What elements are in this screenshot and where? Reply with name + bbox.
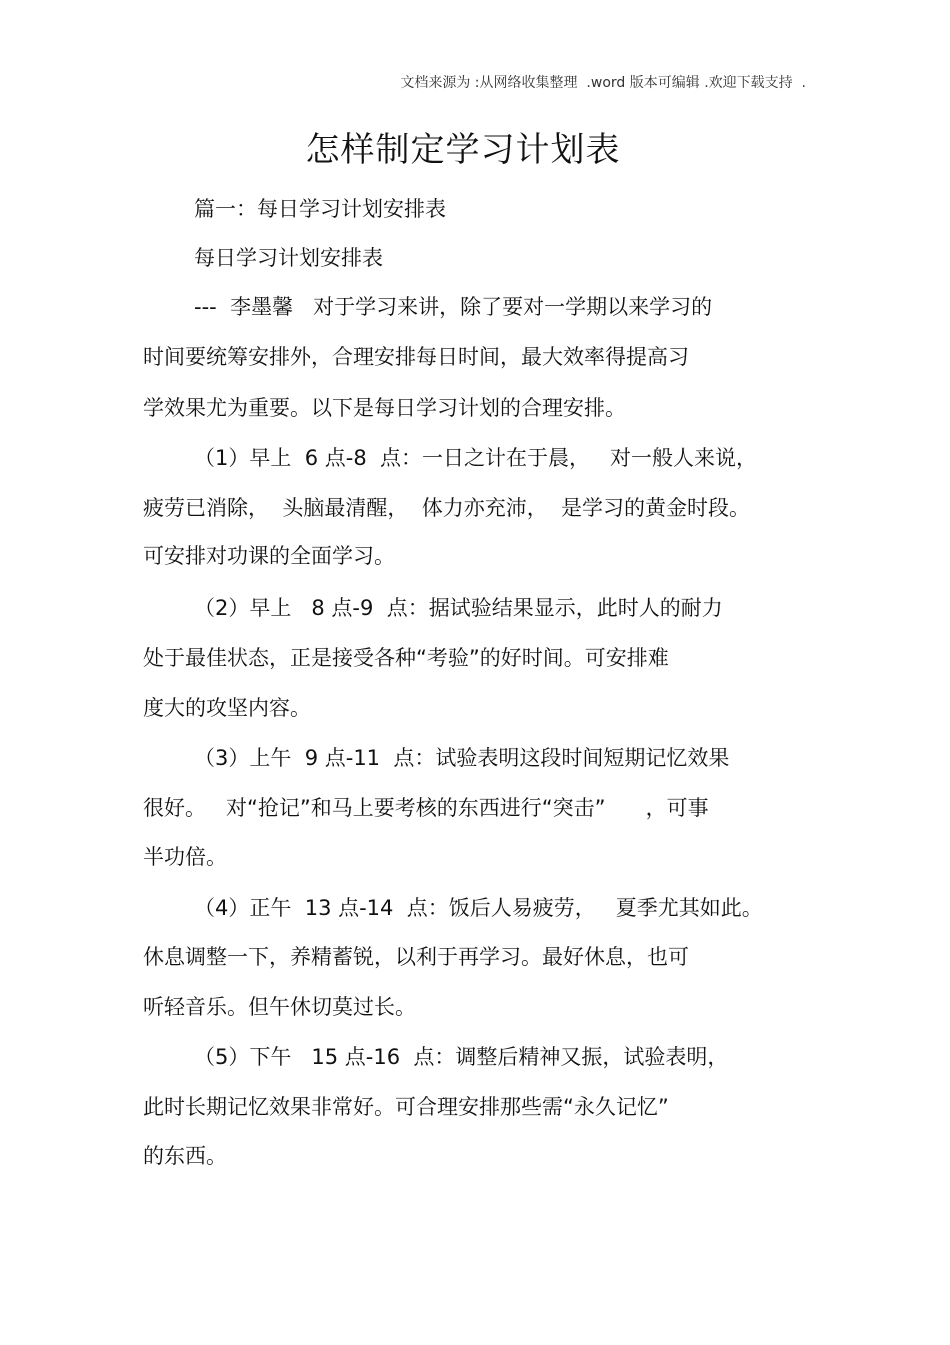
body-line: 时间要统筹安排外，合理安排每日时间，最大效率得提高习: [143, 345, 689, 369]
body-line: 处于最佳状态，正是接受各种“考验”的好时间。可安排难: [143, 646, 669, 670]
document-title: 怎样制定学习计划表: [305, 130, 621, 170]
body-line: （3）上午 9 点-11 点：试验表明这段时间短期记忆效果: [194, 746, 730, 770]
body-line: （5）下午 15 点-16 点：调整后精神又振，试验表明，: [194, 1045, 729, 1069]
body-line: 休息调整一下，养精蓄锐，以利于再学习。最好休息，也可: [143, 945, 689, 969]
body-line: 度大的攻坚内容。: [143, 696, 311, 720]
body-line: （1）早上 6 点-8 点：一日之计在于晨， 对一般人来说，: [194, 446, 758, 470]
body-line: 的东西。: [143, 1144, 227, 1168]
body-line: 此时长期记忆效果非常好。可合理安排那些需“永久记忆”: [143, 1095, 669, 1119]
body-line: 很好。 对“抢记”和马上要考核的东西进行“突击” ，可事: [143, 796, 709, 820]
body-line: 半功倍。: [143, 845, 227, 869]
body-line: （4）正午 13 点-14 点：饭后人易疲劳， 夏季尤其如此。: [194, 896, 763, 920]
section-heading: 篇一：每日学习计划安排表: [194, 197, 446, 221]
subheading: 每日学习计划安排表: [194, 246, 383, 270]
header-note: 文档来源为 :从网络收集整理 .word 版本可编辑 .欢迎下载支持 .: [400, 75, 806, 91]
body-line: --- 李墨馨 对于学习来讲，除了要对一学期以来学习的: [194, 295, 713, 319]
body-line: 可安排对功课的全面学习。: [143, 544, 395, 568]
body-line: 听轻音乐。但午休切莫过长。: [143, 995, 416, 1019]
body-line: 疲劳已消除， 头脑最清醒， 体力亦充沛， 是学习的黄金时段。: [143, 496, 751, 520]
body-line: 学效果尤为重要。以下是每日学习计划的合理安排。: [143, 396, 626, 420]
body-line: （2）早上 8 点-9 点：据试验结果显示，此时人的耐力: [194, 596, 723, 620]
